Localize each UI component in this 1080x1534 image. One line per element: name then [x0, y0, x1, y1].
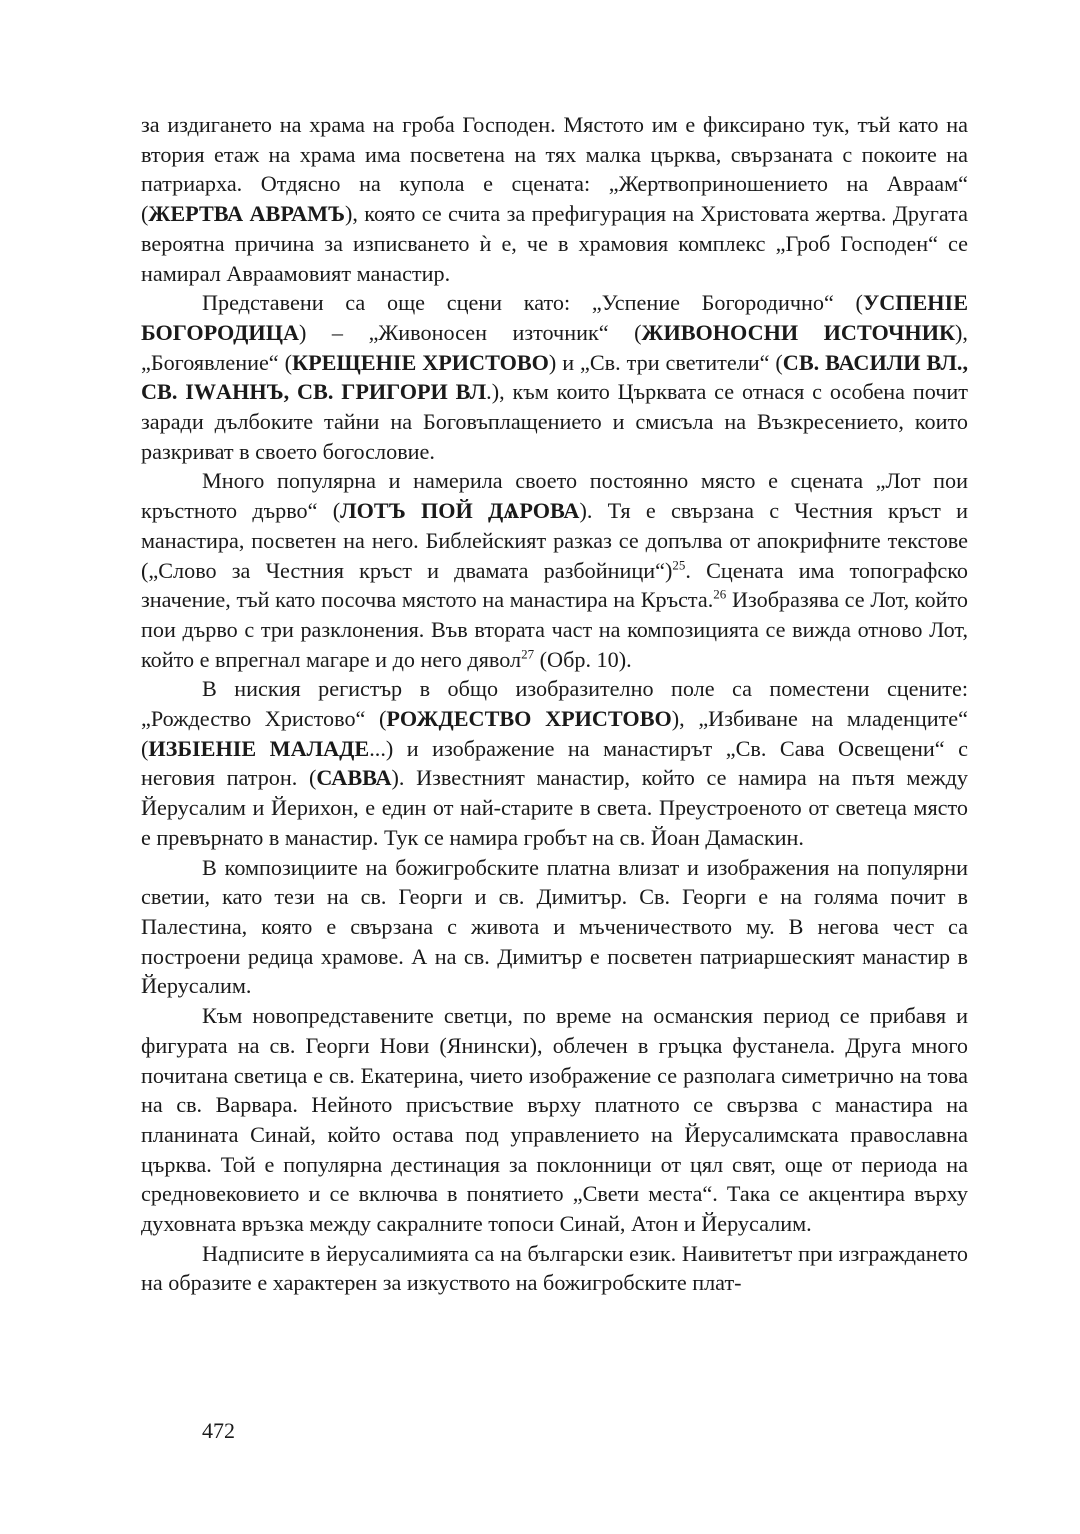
- church-slavonic-inscription: ЖЕРТВА АВРАМЪ: [148, 201, 346, 227]
- paragraph-text: ), към които Църквата се отнася с особена почит заради дълбоките тайни на Боговъплащението и смисъла на Възкресението, които разкриват в своето богословие.: [141, 379, 969, 464]
- paragraph-text: ...) и изображение на манастирът „Св. Сава Освещени“ с неговия патрон. (: [141, 735, 968, 791]
- church-slavonic-inscription: ЖИВОНОСНИ ИСТОЧНИК: [641, 319, 956, 345]
- footnote-ref: 25: [672, 557, 686, 573]
- paragraph-text: Изобразява се Лот, който пои дърво с три разклонения. Във втората част на композицията се вижда отново Лот, който е впрегнал магаре и до него дявол: [141, 587, 968, 672]
- paragraph-text: ), която се счита за префигурация на Христовата жертва. Другата вероятна причина за изписването ѝ е, че в храмовия комплекс „Гроб Господен“ се намирал Авраамовият манастир.: [141, 201, 968, 286]
- footnote-ref: 26: [713, 586, 727, 602]
- paragraph-text: . Сцената има топографско значение, тъй като посочва мястото на манастира на Кръста.: [141, 557, 968, 613]
- paragraph-text: ) и „Св. три светители“ (: [548, 349, 783, 375]
- church-slavonic-inscription: РОЖДЕСТВО ХРИСТОВО: [386, 706, 672, 732]
- church-slavonic-inscription: САВВА: [316, 765, 392, 791]
- church-slavonic-inscription: СВ. ВАСИЛИ ВЛ., СВ. IWАННЪ, СВ. ГРИГОРИ ВЛ: [141, 349, 969, 405]
- paragraph-text: В ниския регистър в общо изобразително поле са поместени сцените: „Рождество Христово“ (: [141, 676, 968, 732]
- paragraph-text: Към новопредставените светци, по време на османския период се прибавя и фигурата на св. Георги Нови (Янински), облечен в гръцка фустанела. Друга много почитана светица е св. Екатерина, чието изображение се разполага симетрично на това на св. Варвара. Нейното присъствие върху платното се свързва с манастира на планината Синай, който остава под управлението на Йерусалимската православна църква. Той е популярна дестинация за поклонници от цял свят, още от периода на средновековието и се включва в понятието „Свети места“. Така се акцентира върху духовната връзка между сакралните топоси Синай, Атон и Йерусалим.: [141, 1003, 968, 1237]
- paragraph-text: ), „Избиване на младенците“ (: [141, 706, 968, 761]
- paragraph-text: ). Тя е свързана с Честния кръст и манастира, посветен на него. Библейският разказ се допълва от апокрифните текстове („Слово за Честния кръст и двамата разбойници“): [141, 498, 969, 583]
- paragraph-text: Представени са още сцени като: „Успение Богородично“ (: [202, 290, 863, 316]
- body-paragraph: [141, 288, 968, 466]
- footnote-ref: 27: [521, 646, 535, 662]
- church-slavonic-inscription: УСПЕНІЕ БОГОРОДИЦА: [141, 290, 968, 345]
- church-slavonic-inscription: КРЕЩЕНІЕ ХРИСТОВО: [291, 349, 549, 375]
- paragraph-text: .: [486, 379, 492, 405]
- paragraph-text: (Обр. 10).: [534, 646, 632, 672]
- body-paragraph: [141, 466, 968, 674]
- page-number: 472: [202, 1418, 235, 1443]
- paragraph-text: за издигането на храма на гроба Господен. Мястото им е фиксирано тук, тъй като на втория етаж на храма има посветена на тях малка църква, свързаната с покоите на патриарха. Отдясно на купола е сцената: „Жертвоприношението на Авраам“ (: [141, 112, 968, 227]
- church-slavonic-inscription: ЛОТЪ ПОЙ ДѦРОВА: [340, 498, 580, 524]
- body-paragraph: [141, 1239, 968, 1298]
- paragraph-text: Много популярна и намерила своето постоянно място е сцената „Лот пои кръстното дърво“ (: [141, 468, 968, 524]
- paragraph-text: В композициите на божигробските платна влизат и изображения на популярни светии, като тези на св. Георги и св. Димитър. Св. Георги е на голяма почит в Палестина, която е свързана с живота и мъченичеството му. В негова чест са построени редица храмове. А на св. Димитър е посветен патриаршеският манастир в Йерусалим.: [141, 854, 968, 999]
- paragraph-text: ) – „Живоносен източник“ (: [298, 319, 642, 345]
- body-paragraph: [141, 110, 968, 288]
- body-paragraph: [141, 853, 968, 1002]
- church-slavonic-inscription: ИЗБІЕНІЕ МАЛАДЕ: [148, 735, 370, 761]
- paragraph-text: ). Известният манастир, който се намира на пътя между Йерусалим и Йерихон, е един от най-старите в света. Преустроеното от светеца място е превърнато в манастир. Тук се намира гробът на св. Йоан Дамаскин.: [141, 765, 969, 850]
- paragraph-text: ), „Богоявление“ (: [141, 319, 968, 375]
- body-paragraph: [141, 674, 968, 852]
- document-body: [141, 110, 968, 1298]
- paragraph-text: Надписите в йерусалимията са на български език. Наивитетът при изграждането на образите е характерен за изкуството на божигробските плат-: [141, 1240, 968, 1296]
- body-paragraph: [141, 1001, 968, 1239]
